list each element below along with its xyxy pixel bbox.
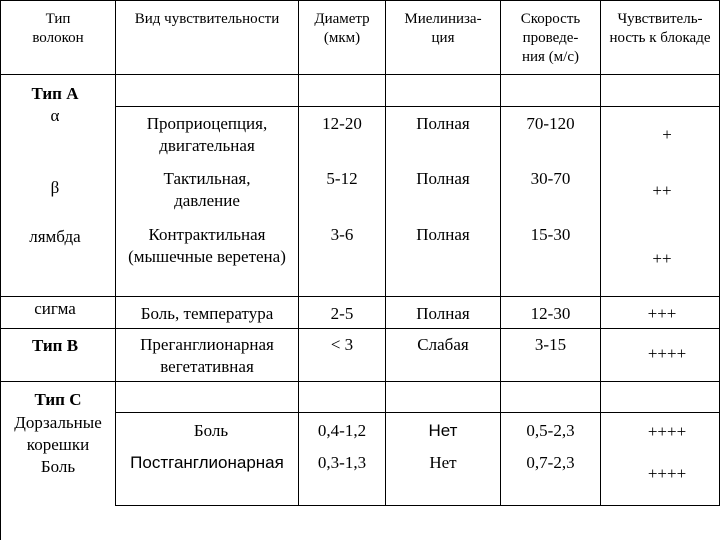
header-type: Тип волокон [32,11,84,46]
row-7-diameter: 0,3-1,3 [317,453,367,472]
row-5-speed: 3-15 [534,335,567,354]
grid-line [0,381,720,382]
header-diameter: Диаметр (мкм) [314,11,370,46]
row-4-myelination: Полная [416,304,470,323]
row-5-sensitivity: Преганглионарная вегетативная [140,335,274,377]
row-3-sensitivity: Контрактильная (мышечные веретена) [128,225,286,267]
row-4-speed: 12-30 [530,304,571,323]
header-myelination: Миелиниза-ция [404,11,482,46]
row-6-block: ++++ [647,422,687,441]
row-4-type: сигма [34,299,76,318]
grid-line [0,74,720,75]
row-1-type: α [50,106,60,125]
row-7-sensitivity: Постганглионарная [130,453,284,472]
row-4-block: +++ [647,304,677,323]
grid-line [115,412,720,413]
row-5-block: ++++ [647,344,687,363]
row-1-sensitivity: Проприоцепция, двигательная [146,114,268,156]
row-7-speed: 0,7-2,3 [526,453,575,472]
row-7-block: ++++ [647,464,687,483]
group-c-title: Тип С [34,390,82,409]
group-c-subtitle: Дорзальные корешки Боль [14,413,102,476]
row-2-block: ++ [652,181,672,200]
row-1-speed: 70-120 [526,114,575,133]
header-block: Чувствитель-ность к блокаде [609,11,711,46]
row-3-block: ++ [652,249,672,268]
row-6-sensitivity: Боль [193,421,229,440]
row-3-myelination: Полная [416,225,470,244]
grid-line [0,0,720,1]
row-4-diameter: 2-5 [330,304,354,323]
row-6-myelination: Нет [428,421,458,440]
row-1-diameter: 12-20 [322,114,362,133]
header-speed: Скорость проведе-ния (м/с) [520,11,581,65]
row-3-type: лямбда [29,227,81,246]
row-1-block: + [662,125,672,144]
row-3-diameter: 3-6 [330,225,354,244]
group-a-title: Тип А [31,84,79,103]
grid-line [115,106,720,107]
row-2-type: β [50,178,60,197]
row-2-myelination: Полная [416,169,470,188]
row-6-diameter: 0,4-1,2 [317,421,367,440]
row-7-myelination: Нет [429,453,457,472]
row-6-speed: 0,5-2,3 [526,421,575,440]
row-2-speed: 30-70 [530,169,571,188]
row-3-speed: 15-30 [530,225,571,244]
row-2-diameter: 5-12 [326,169,358,188]
grid-line [0,328,720,329]
row-5-myelination: Слабая [417,335,469,354]
grid-line [115,505,720,506]
group-b-title: Тип В [31,336,79,355]
row-1-myelination: Полная [416,114,470,133]
row-5-diameter: < 3 [330,335,354,354]
header-sensitivity: Вид чувствительности [134,11,280,27]
row-4-sensitivity: Боль, температура [140,304,274,323]
grid-line [0,296,720,297]
row-2-sensitivity: Тактильная, давление [163,169,251,211]
